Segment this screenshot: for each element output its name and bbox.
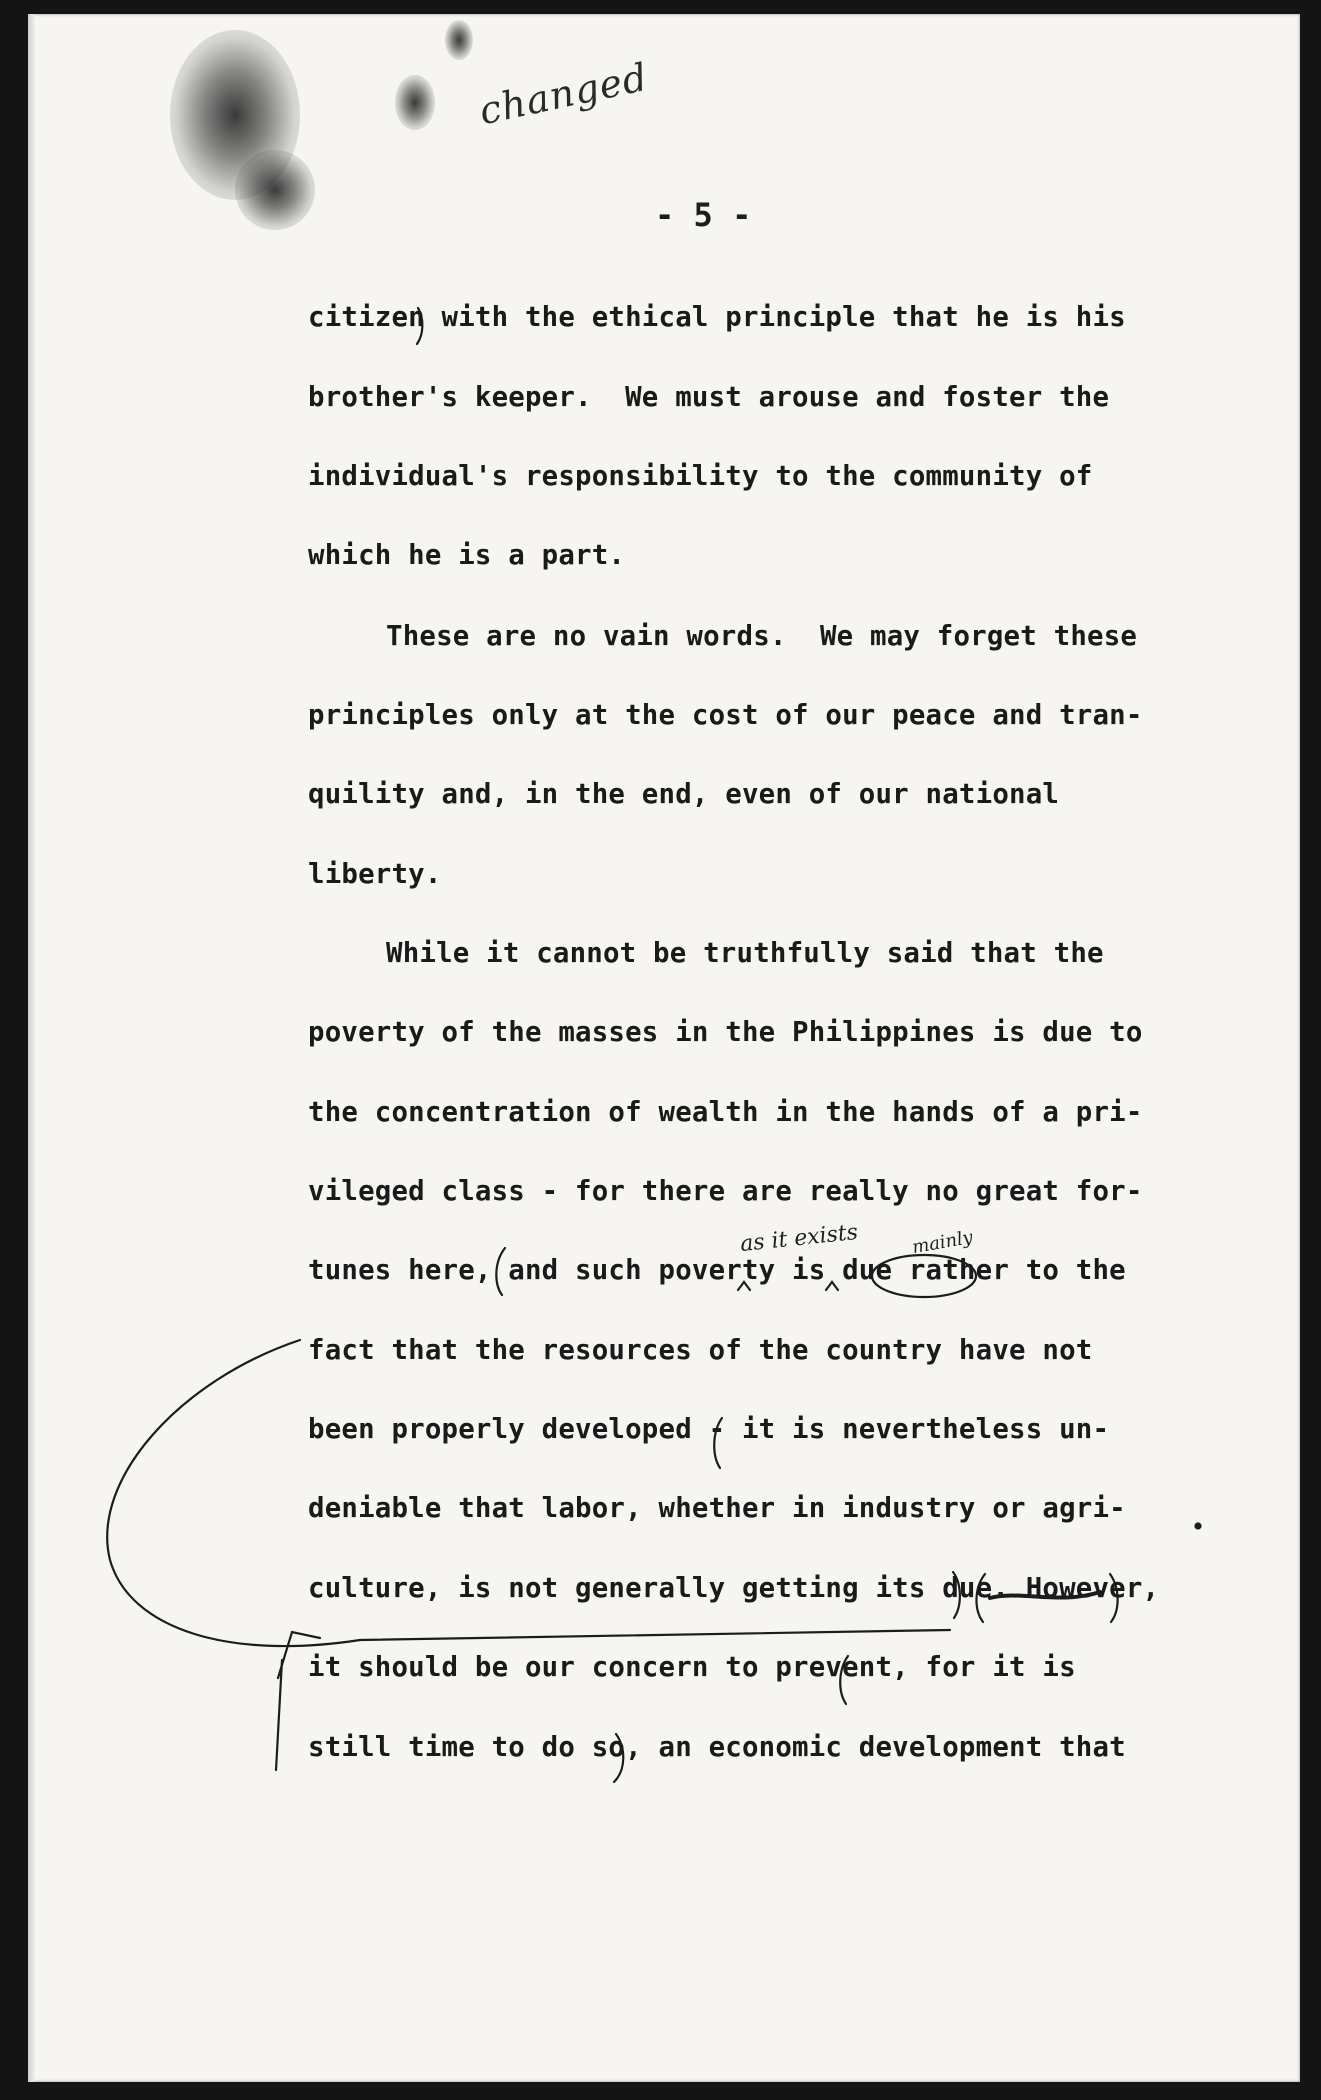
text-line: tunes here, and such poverty is due rather to the	[308, 1255, 1126, 1286]
text-line: principles only at the cost of our peace and tran-	[308, 700, 1143, 731]
ink-smudge	[235, 150, 315, 230]
text-line: fact that the resources of the country have not	[308, 1335, 1093, 1366]
handwritten-note: changed	[475, 54, 652, 134]
text-line: deniable that labor, whether in industry or agri-	[308, 1493, 1126, 1524]
text-line: citizen with the ethical principle that he is his	[308, 302, 1126, 333]
page-number: - 5 -	[655, 196, 752, 234]
text-line: While it cannot be truthfully said that the	[386, 938, 1104, 969]
ink-smudge	[395, 75, 435, 130]
text-line: brother's keeper. We must arouse and foster the	[308, 382, 1110, 413]
text-line: which he is a part.	[308, 540, 626, 571]
text-line: it should be our concern to prevent, for it is	[308, 1652, 1076, 1683]
text-line: vileged class - for there are really no great for-	[308, 1176, 1143, 1207]
text-line: liberty.	[308, 859, 442, 890]
page-edge	[28, 14, 35, 2082]
text-line: culture, is not generally getting its due. However,	[308, 1573, 1160, 1604]
ink-smudge	[445, 20, 473, 60]
text-line: quility and, in the end, even of our national	[308, 779, 1060, 810]
text-line: still time to do so, an economic development that	[308, 1732, 1126, 1763]
text-line: the concentration of wealth in the hands of a pri-	[308, 1097, 1143, 1128]
handwritten-insertion: as it exists	[739, 1219, 860, 1258]
text-line: These are no vain words. We may forget these	[386, 621, 1138, 652]
handwritten-insertion: mainly	[910, 1226, 975, 1259]
text-line: individual's responsibility to the community of	[308, 461, 1093, 492]
text-line: been properly developed - it is nevertheless un-	[308, 1414, 1110, 1445]
text-line: poverty of the masses in the Philippines is due to	[308, 1017, 1143, 1048]
